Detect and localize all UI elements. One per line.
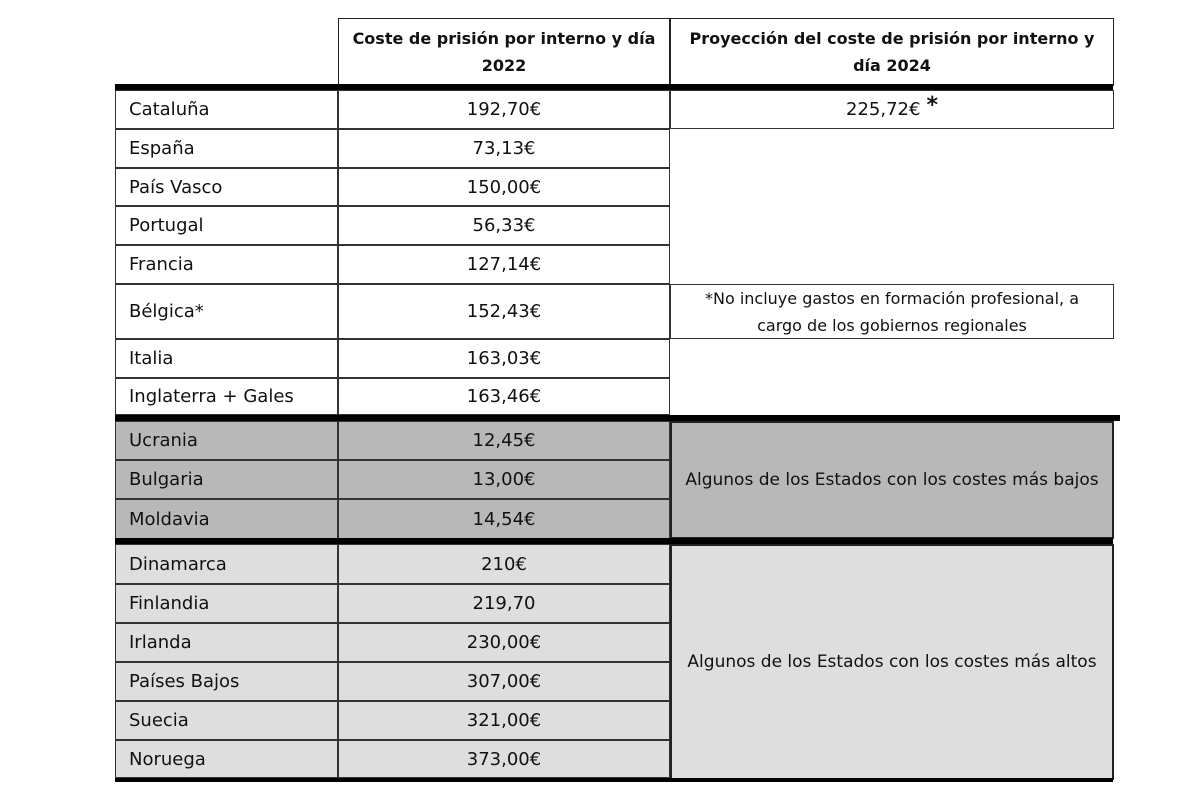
high-cost-group-label: Algunos de los Estados con los costes más altos [670,544,1114,780]
country-cell: Finlandia [115,584,338,623]
projection-cataluna-value: 225,72€ [846,99,921,120]
country-cell: Moldavia [115,499,338,539]
cost-cell: 13,00€ [338,460,670,499]
cost-cell: 219,70 [338,584,670,623]
footnote-belgica: *No incluye gastos en formación profesional, a cargo de los gobiernos regionales [670,284,1114,339]
country-cell: Inglaterra + Gales [115,378,338,415]
country-cell: Bulgaria [115,460,338,499]
cost-cell: 152,43€ [338,284,670,339]
country-cell: Ucrania [115,421,338,460]
country-cell: Noruega [115,740,338,778]
low-cost-group-label: Algunos de los Estados con los costes más bajos [670,421,1114,539]
country-cell: Dinamarca [115,544,338,584]
country-cell: Italia [115,339,338,378]
country-cell: País Vasco [115,168,338,206]
country-cell: Suecia [115,701,338,740]
country-cell: Bélgica* [115,284,338,339]
cost-cell: 163,46€ [338,378,670,415]
cost-cell: 163,03€ [338,339,670,378]
cost-cell: 56,33€ [338,206,670,245]
country-cell: Portugal [115,206,338,245]
table-bottom-border [115,778,1113,782]
cost-cell: 73,13€ [338,129,670,168]
cost-cell: 14,54€ [338,499,670,539]
cost-cell: 230,00€ [338,623,670,662]
cost-cell: 12,45€ [338,421,670,460]
cost-cell: 321,00€ [338,701,670,740]
country-cell: Irlanda [115,623,338,662]
country-cell: Cataluña [115,90,338,129]
header-cost-2022: Coste de prisión por interno y día 2022 [338,18,670,86]
cost-cell: 192,70€ [338,90,670,129]
cost-cell: 210€ [338,544,670,584]
header-projection-2024: Proyección del coste de prisión por interno y día 2024 [670,18,1114,86]
projection-asterisk: * [926,93,938,118]
cost-cell: 373,00€ [338,740,670,778]
cost-cell: 127,14€ [338,245,670,284]
cost-cell: 307,00€ [338,662,670,701]
country-cell: Países Bajos [115,662,338,701]
country-cell: Francia [115,245,338,284]
country-cell: España [115,129,338,168]
cost-cell: 150,00€ [338,168,670,206]
projection-cataluna-cell [670,90,1114,129]
